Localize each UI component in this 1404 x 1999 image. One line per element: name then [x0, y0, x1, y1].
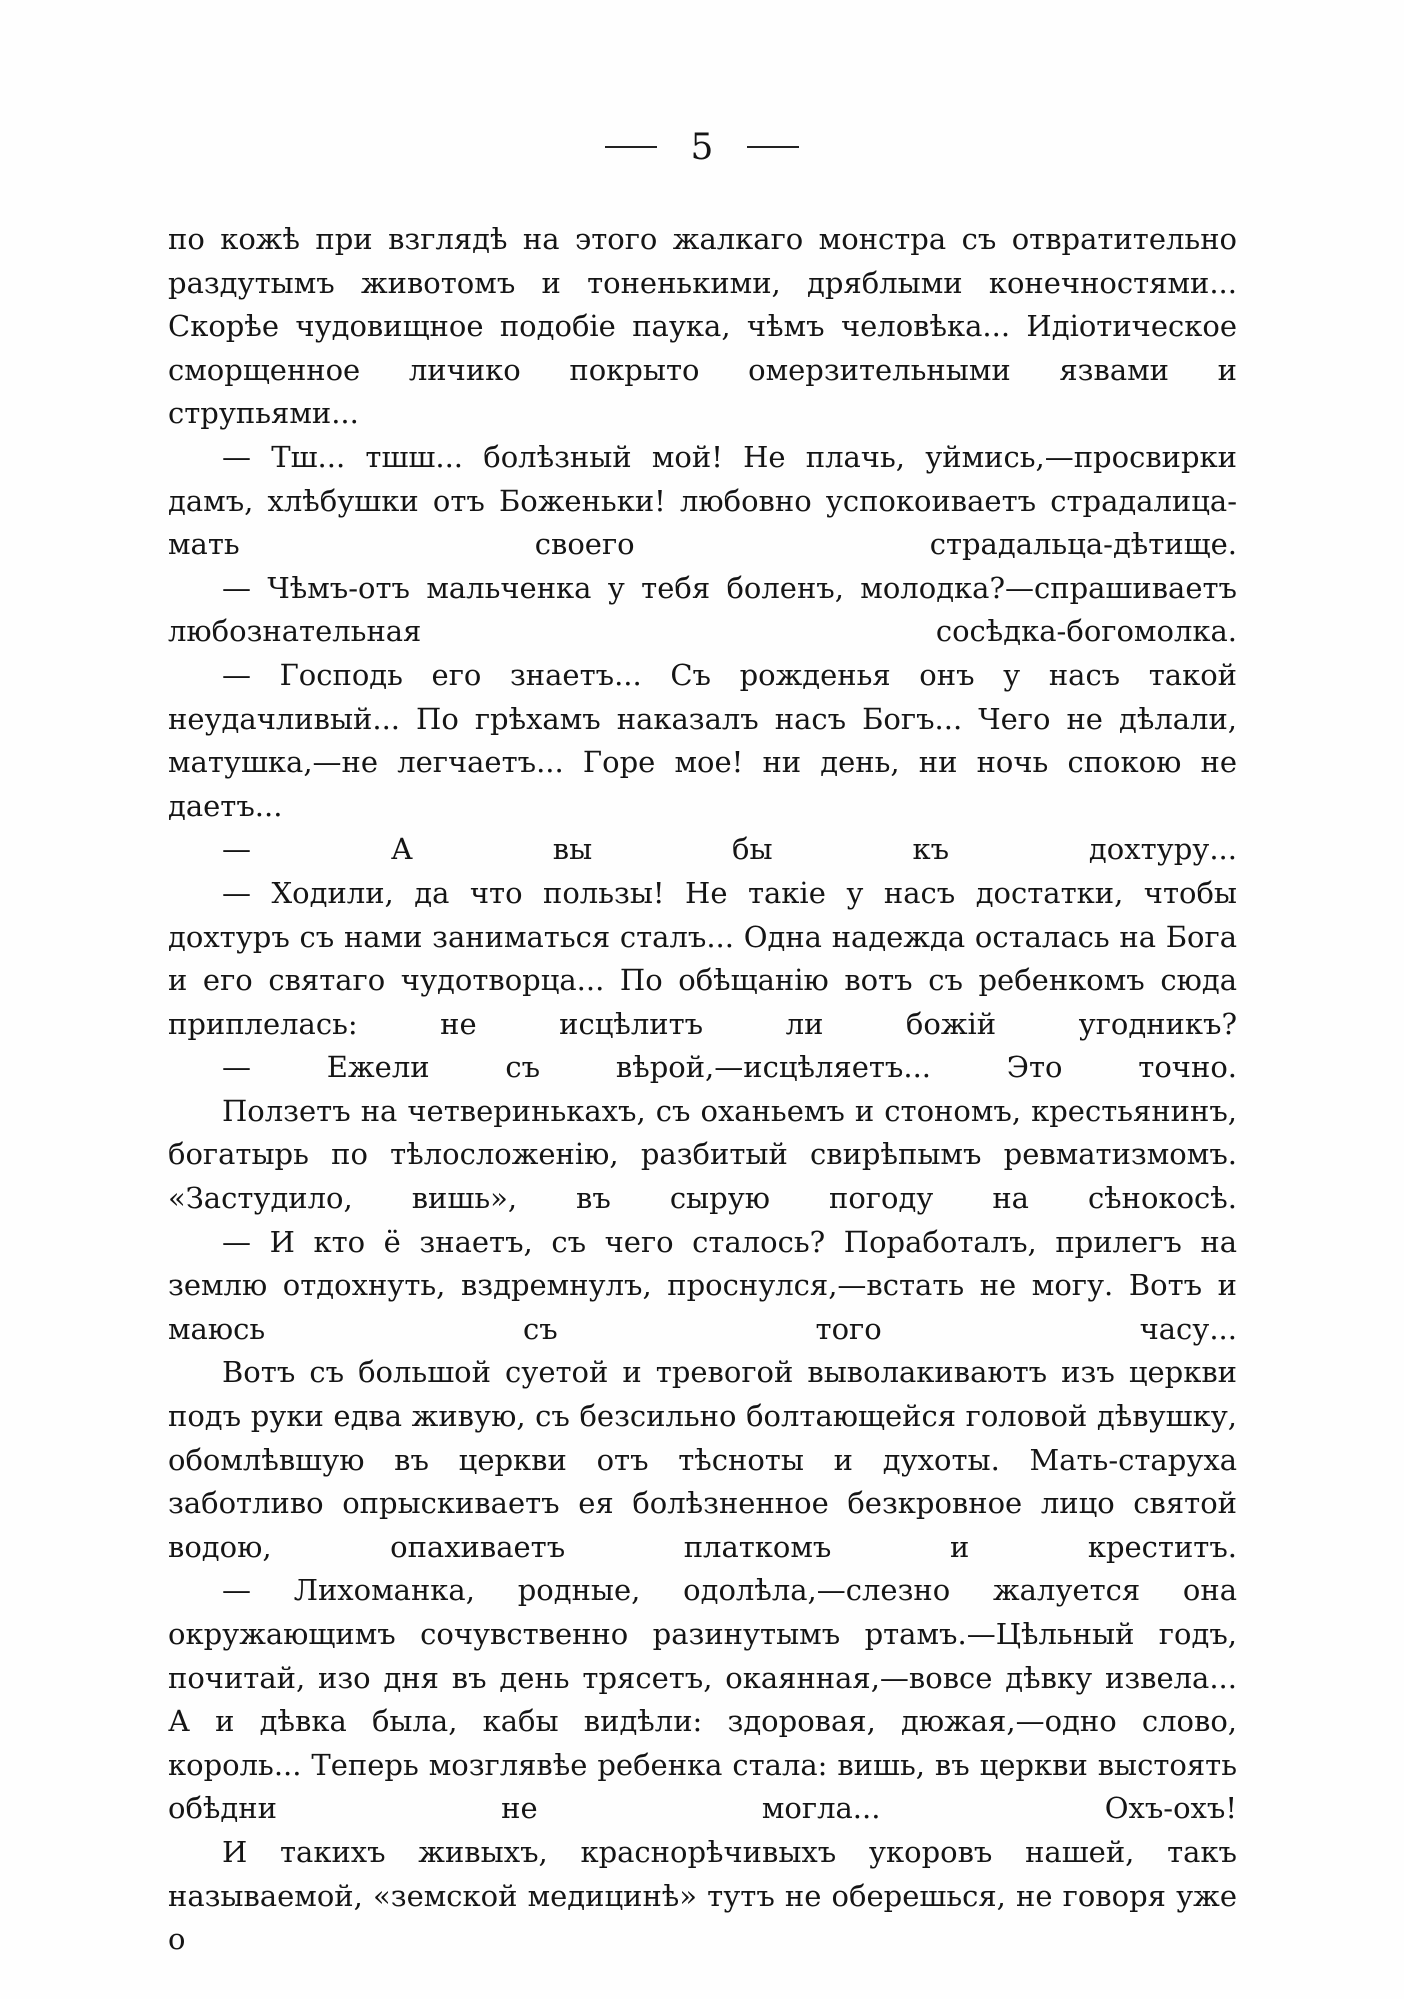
paragraph-8: Ползетъ на четверинькахъ, съ оханьемъ и стономъ, крестьянинъ, богатырь по тѣлосложенію, разбитый свирѣпымъ ревматизмомъ. «Застудило, вишь», въ сырую погоду на сѣнокосѣ. [168, 1093, 1237, 1216]
header-dash-left [605, 146, 657, 148]
page-number: 5 [690, 127, 714, 168]
paragraph-3: — Чѣмъ-отъ мальченка у тебя боленъ, молодка?—спрашиваетъ любознательная сосѣдка-богомолка. [168, 570, 1237, 649]
paragraph-4: — Господь его знаетъ... Съ рожденья онъ у насъ такой неудачливый... По грѣхамъ наказалъ насъ Богъ... Чего не дѣлали, матушка,—не легчаетъ... Горе мое! ни день, ни ночь спокою не даетъ... [168, 657, 1237, 823]
paragraph-1: по кожѣ при взглядѣ на этого жалкаго монстра съ отвратительно раздутымъ животомъ и тоненькими, дряблыми конечностями... Скорѣе чудовищное подобіе паука, чѣмъ человѣка... Идіотическое сморщенное личико покрыто омерзительными язвами и струпьями... [168, 222, 1237, 431]
header-dash-right [747, 146, 799, 148]
page-header [0, 128, 1404, 168]
paragraph-5: — А вы бы къ дохтуру... [222, 832, 1237, 867]
body-text [168, 218, 1237, 1962]
paragraph-11: — Лихоманка, родные, одолѣла,—слезно жалуется она окружающимъ сочувственно разинутымъ ртамъ.—Цѣльный годъ, почитай, изо дня въ день трясетъ, окаянная,—вовсе дѣвку извела... А и дѣвка была, кабы видѣли: здоровая, дюжая,—одно слово, король... Теперь мозглявѣе ребенка стала: вишь, въ церкви выстоять обѣдни не могла... Охъ-охъ! [168, 1573, 1237, 1826]
paragraph-12: И такихъ живыхъ, краснорѣчивыхъ укоровъ нашей, такъ называемой, «земской медицинѣ» тутъ не оберешься, не говоря уже о [168, 1834, 1237, 1957]
paragraph-6: — Ходили, да что пользы! Не такіе у насъ достатки, чтобы дохтуръ съ нами заниматься сталъ... Одна надежда осталась на Бога и его святаго чудотворца... По обѣщанію вотъ съ ребенкомъ сюда приплелась: не исцѣлитъ ли божій угодникъ? [168, 875, 1237, 1041]
paragraph-10: Вотъ съ большой суетой и тревогой выволакиваютъ изъ церкви подъ руки едва живую, съ безсильно болтающейся головой дѣвушку, обомлѣвшую въ церкви отъ тѣсноты и духоты. Мать-старуха заботливо опрыскиваетъ ея болѣзненное безкровное лицо святой водою, опахиваетъ платкомъ и креститъ. [168, 1355, 1237, 1564]
paragraph-2: — Тш... тшш... болѣзный мой! Не плачь, уймись,—просвирки дамъ, хлѣбушки отъ Боженьки! любовно успокоиваетъ страдалица-мать своего страдальца-дѣтище. [168, 439, 1237, 562]
paragraph-7: — Ежели съ вѣрой,—исцѣляетъ... Это точно. [222, 1050, 1237, 1085]
paragraph-9: — И кто ё знаетъ, съ чего сталось? Поработалъ, прилегъ на землю отдохнуть, вздремнулъ, проснулся,—встать не могу. Вотъ и маюсь съ того часу... [168, 1224, 1237, 1346]
